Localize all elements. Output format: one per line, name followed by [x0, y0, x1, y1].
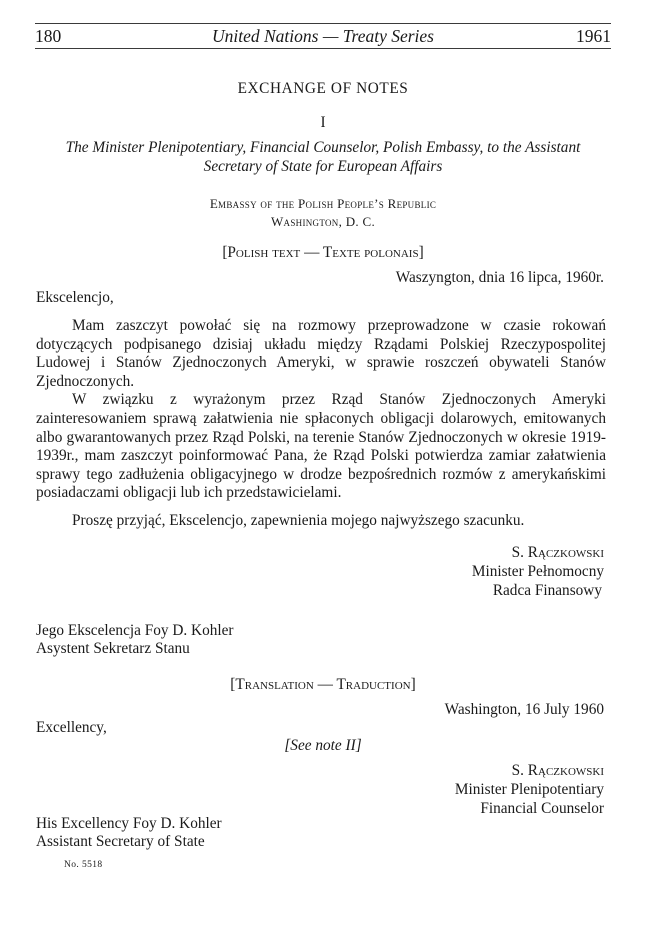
polish-body: [36, 317, 606, 531]
polish-text-label: [Polish text — Texte polonais]: [222, 244, 424, 261]
polish-paragraph-2: W związku z wyrażonym przez Rząd Stanów Zjednoczonych Ameryki zainteresowaniem sprawą załatwienia nie spłaconych obligacji dolarowych, emitowanych albo gwarantowanych przez Rząd Polski, na terenie Stanów Zjednoczonych w okresie 1919-1939r., mam zaszczyt poinformować Pana, że Rząd Polski potwierdza zamiar załatwienia sprawy tego zadłużenia obligacyjnego w drodze bezpośrednich rozmów z amerykańskimi posiadaczami obligacji lub ich przedstawicielami.: [36, 391, 606, 502]
note-heading-line2: Secretary of State for European Affairs: [203, 158, 443, 175]
treaty-number: No. 5518: [64, 860, 103, 870]
see-note-reference: [See note II]: [284, 737, 362, 754]
polish-salutation: Ekscelencjo,: [36, 289, 114, 306]
polish-place-date: Waszyngton, dnia 16 lipca, 1960r.: [395, 269, 604, 286]
polish-signature-name: [512, 543, 604, 562]
note-heading-line1: The Minister Plenipotentiary, Financial Counselor, Polish Embassy, to the Assistant: [65, 139, 581, 156]
header-year: 1961: [576, 26, 611, 46]
polish-paragraph-3: Proszę przyjąć, Ekscelencjo, zapewnienia mojego najwyższego szacunku.: [72, 511, 525, 529]
letterhead-line2: Washington, D. C.: [270, 214, 375, 229]
polish-signature-title1: Minister Pełnomocny: [471, 563, 604, 580]
header-bottom-rule: [35, 48, 611, 49]
polish-paragraph-1: Mam zaszczyt powołać się na rozmowy przeprowadzone w czasie rokowań dotyczących podpisanego dzisiaj układu między Rządami Polskiej Rzeczypospolitej Ludowej i Stanów Zjednoczonych Ameryki, w sprawie roszczeń obywateli Stanów Zjednoczonych.: [36, 317, 606, 390]
translation-signature-title2: Financial Counselor: [480, 800, 604, 817]
translation-salutation: Excellency,: [36, 719, 107, 736]
section-title: EXCHANGE OF NOTES: [237, 80, 409, 97]
translation-label: [Translation — Traduction]: [230, 676, 416, 693]
translation-addressee-line1: His Excellency Foy D. Kohler: [36, 815, 222, 832]
polish-signature-title2: Radca Finansowy: [492, 582, 602, 599]
translation-signature-name: [512, 761, 604, 780]
polish-addressee-line1: Jego Ekscelencja Foy D. Kohler: [36, 622, 234, 639]
translation-signature-name-text: S. Rączkowski: [511, 762, 604, 779]
running-header: [35, 25, 611, 47]
header-top-rule: [35, 23, 611, 24]
polish-addressee-line2: Asystent Sekretarz Stanu: [36, 640, 190, 657]
translation-place-date: Washington, 16 July 1960: [444, 701, 604, 718]
page-number: 180: [35, 26, 62, 46]
polish-signature-name-text: S. Rączkowski: [511, 544, 604, 561]
note-number: I: [320, 114, 326, 131]
translation-signature-title1: Minister Plenipotentiary: [454, 781, 604, 798]
running-title: United Nations — Treaty Series: [212, 26, 434, 46]
letterhead-line1: Embassy of the Polish People’s Republic: [209, 196, 437, 211]
translation-addressee-line2: Assistant Secretary of State: [36, 833, 205, 850]
